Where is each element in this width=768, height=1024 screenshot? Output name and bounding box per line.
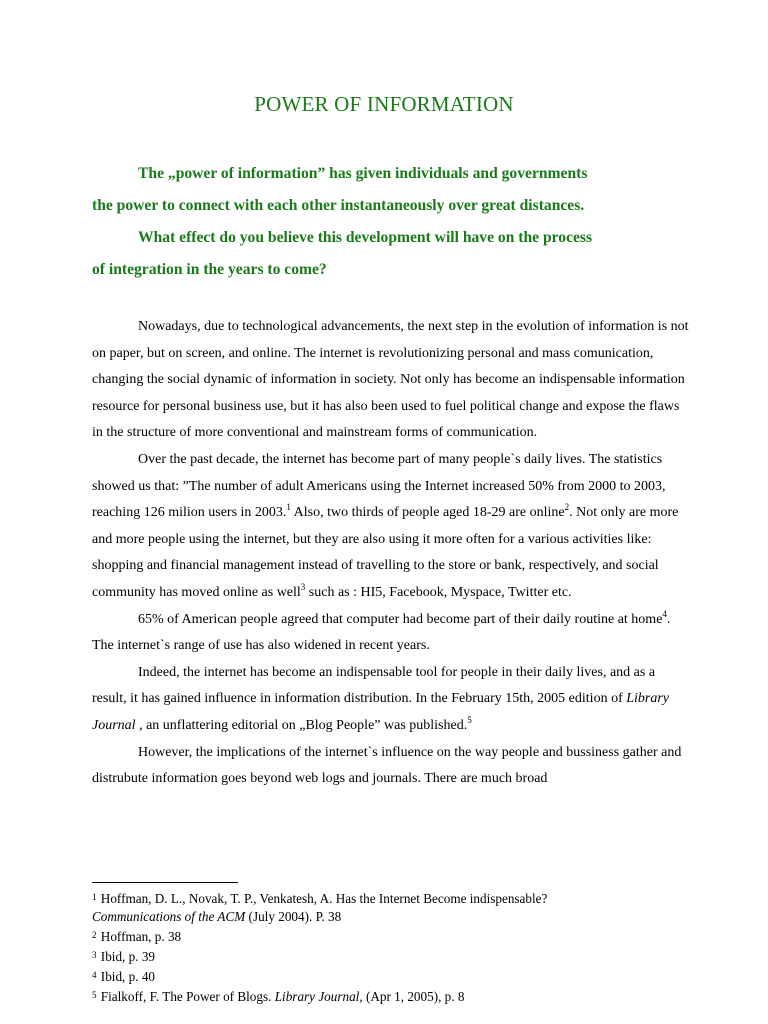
footnote-ref-4[interactable]: 4 bbox=[662, 608, 667, 619]
paragraph-5 bbox=[92, 740, 692, 793]
paragraph-4-text-a: Indeed, the internet has become an indispensable tool for people in their daily lives, and as a result, it has gained influence in information distribution. In the February 15th, 2005 edition of bbox=[92, 664, 656, 707]
paragraph-1-text: Nowadays, due to technological advancements, the next step in the evolution of information is not on paper, but on screen, and online. The internet is revolutionizing personal and mass comunication, changing the social dynamic of information in society. Not only has become an indispensable information resource for personal business use, but it has also been used to fuel political change and expose the flaws in the structure of more conventional and mainstream forms of communication. bbox=[92, 319, 689, 441]
footnote-4-text: Ibid, p. 40 bbox=[100, 969, 156, 984]
footnote-ref-5[interactable]: 5 bbox=[467, 714, 472, 725]
footnote-3-text: Ibid, p. 39 bbox=[100, 949, 156, 964]
footnote-1-continued bbox=[92, 908, 692, 926]
footnote-5-journal: Library Journal, bbox=[274, 989, 363, 1004]
paragraph-1 bbox=[92, 314, 692, 447]
footnote-number: 5 bbox=[92, 990, 97, 1000]
footnotes bbox=[92, 888, 692, 1006]
footnote-5-text-b: (Apr 1, 2005), p. 8 bbox=[362, 989, 465, 1004]
essay-question-part-2 bbox=[92, 222, 682, 286]
question-line-3: What effect do you believe this development will have on the process bbox=[138, 229, 593, 246]
essay-question-part-1 bbox=[92, 158, 682, 222]
footnote-ref-2[interactable]: 2 bbox=[564, 502, 570, 513]
paragraph-5-text: However, the implications of the internet`s influence on the way people and bussiness gather and distrubute information goes beyond web logs and journals. There are much broad bbox=[92, 744, 682, 787]
footnote-ref-1[interactable]: 1 bbox=[286, 502, 291, 513]
paragraph-4-text-b: , an unflattering editorial on „Blog People” was published. bbox=[135, 717, 468, 733]
footnote-1-date: (July 2004). P. 38 bbox=[245, 909, 342, 924]
footnote-number: 1 bbox=[92, 892, 97, 902]
footnote-number: 2 bbox=[92, 930, 97, 940]
essay-body bbox=[92, 314, 692, 793]
footnote-1 bbox=[92, 888, 692, 908]
paragraph-2-text-a: Over the past decade, the internet has become part of many people`s daily lives. The statistics showed us that: ”The number of adult Americans using the Internet increased 50% from 2000 to 2003, reaching 126 milion users in 2003. bbox=[92, 451, 666, 521]
footnote-2-text: Hoffman, p. 38 bbox=[100, 929, 182, 944]
footnote-5 bbox=[92, 986, 692, 1006]
footnote-ref-3[interactable]: 3 bbox=[300, 581, 306, 592]
question-line-2: the power to connect with each other instantaneously over great distances. bbox=[92, 197, 585, 214]
paragraph-2-text-b: Also, two thirds of people aged 18-29 are online bbox=[290, 505, 565, 521]
paragraph-4 bbox=[92, 660, 692, 740]
footnote-4 bbox=[92, 966, 692, 986]
footnote-5-text-a: Fialkoff, F. The Power of Blogs. bbox=[100, 989, 275, 1004]
page-title: POWER OF INFORMATION bbox=[254, 92, 514, 116]
question-line-4: of integration in the years to come? bbox=[92, 261, 327, 278]
paragraph-3-text-b: . The internet`s range of use has also widened in recent years. bbox=[92, 611, 671, 654]
paragraph-2-text-d: such as : HI5, Facebook, Myspace, Twitter etc. bbox=[305, 584, 572, 600]
paragraph-3 bbox=[92, 607, 692, 660]
paragraph-2 bbox=[92, 447, 692, 607]
footnote-number: 3 bbox=[92, 950, 97, 960]
journal-title: Library Journal bbox=[92, 691, 670, 733]
footnote-1-text: Hoffman, D. L., Novak, T. P., Venkatesh, A. Has the Internet Become indispensable? bbox=[100, 891, 548, 906]
footnote-3 bbox=[92, 946, 692, 966]
paragraph-3-text-a: 65% of American people agreed that computer had become part of their daily routine at home bbox=[138, 611, 663, 627]
paragraph-2-text-c: . Not only are more and more people using the internet, but they are also using it more often for a various activities like: shopping and financial management instead of travelling to the store or bank, respectively, and social community has moved online as well bbox=[92, 505, 679, 600]
footnote-separator bbox=[92, 882, 238, 883]
footnote-2 bbox=[92, 926, 692, 946]
question-line-1: The „power of information” has given individuals and governments bbox=[138, 165, 588, 182]
footnote-number: 4 bbox=[92, 970, 97, 980]
footnote-1-journal: Communications of the ACM bbox=[92, 909, 246, 924]
